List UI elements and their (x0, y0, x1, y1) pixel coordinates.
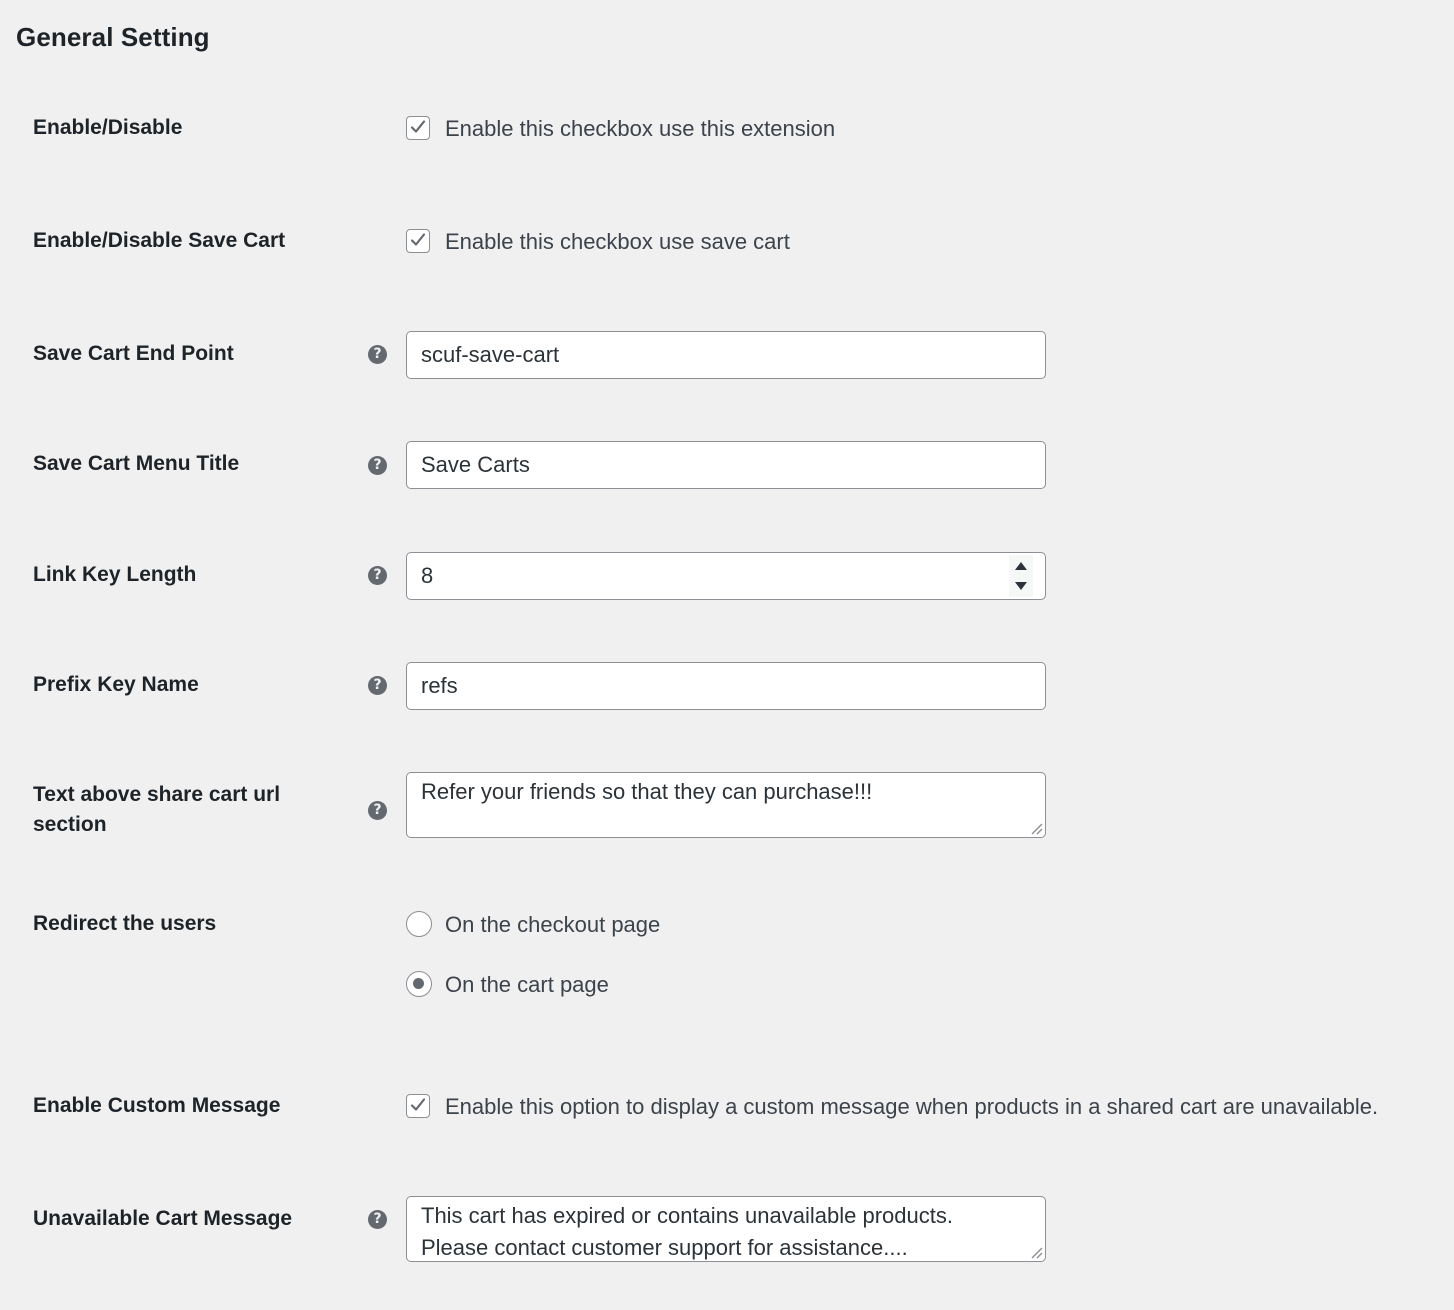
radio-cart-page[interactable] (406, 971, 432, 997)
radio-selected-dot (413, 978, 424, 989)
enable-save-cart-checkbox[interactable] (406, 229, 430, 253)
save-cart-menu-title-input[interactable]: Save Carts (406, 441, 1046, 489)
enable-extension-description: Enable this checkbox use this extension (445, 116, 836, 141)
question-circle-icon[interactable]: ? (368, 801, 387, 820)
enable-custom-message-description: Enable this option to display a custom message when products in a shared cart are unavailable. (445, 1094, 1379, 1119)
text-above-share-value: Refer your friends so that they can purchase!!! (421, 779, 873, 804)
number-spinner[interactable] (1009, 555, 1033, 597)
radio-checkout-page[interactable] (406, 911, 432, 937)
prefix-key-name-input[interactable]: refs (406, 662, 1046, 710)
enable-save-cart-label: Enable/Disable Save Cart (33, 229, 286, 252)
question-circle-icon[interactable]: ? (368, 1210, 387, 1229)
radio-cart-page-label: On the cart page (445, 972, 609, 997)
unavailable-cart-message-line2: Please contact customer support for assistance.... (421, 1235, 908, 1260)
save-cart-end-point-label: Save Cart End Point (33, 342, 234, 365)
link-key-length-label: Link Key Length (33, 563, 197, 586)
save-cart-end-point-input[interactable]: scuf-save-cart (406, 331, 1046, 379)
checkmark-icon (409, 231, 427, 249)
redirect-users-label: Redirect the users (33, 912, 217, 935)
link-key-length-value: 8 (421, 563, 434, 588)
enable-disable-label: Enable/Disable (33, 116, 183, 139)
text-above-share-label-line1: Text above share cart url (33, 783, 281, 806)
enable-custom-message-checkbox[interactable] (406, 1094, 430, 1118)
question-circle-icon[interactable]: ? (368, 676, 387, 695)
resize-grip-icon[interactable] (1029, 821, 1043, 835)
link-key-length-input[interactable] (406, 552, 1046, 600)
text-above-share-label-line2: section (33, 813, 107, 836)
enable-save-cart-description: Enable this checkbox use save cart (445, 229, 790, 254)
enable-extension-checkbox[interactable] (406, 116, 430, 140)
enable-custom-message-label: Enable Custom Message (33, 1094, 281, 1117)
prefix-key-name-label: Prefix Key Name (33, 673, 199, 696)
radio-checkout-page-label: On the checkout page (445, 912, 661, 937)
unavailable-cart-message-textarea[interactable] (406, 1196, 1046, 1262)
question-circle-icon[interactable]: ? (368, 566, 387, 585)
checkmark-icon (409, 118, 427, 136)
question-circle-icon[interactable]: ? (368, 345, 387, 364)
section-title: General Setting (16, 22, 210, 52)
spinner-down-icon[interactable] (1015, 582, 1027, 590)
question-circle-icon[interactable]: ? (368, 456, 387, 475)
text-above-share-label (33, 780, 333, 840)
checkmark-icon (409, 1096, 427, 1114)
text-above-share-textarea[interactable] (406, 772, 1046, 838)
unavailable-cart-message-line1: This cart has expired or contains unavailable products. (421, 1203, 953, 1228)
resize-grip-icon[interactable] (1029, 1245, 1043, 1259)
spinner-up-icon[interactable] (1015, 562, 1027, 570)
save-cart-menu-title-label: Save Cart Menu Title (33, 452, 240, 475)
unavailable-cart-message-label: Unavailable Cart Message (33, 1207, 293, 1230)
